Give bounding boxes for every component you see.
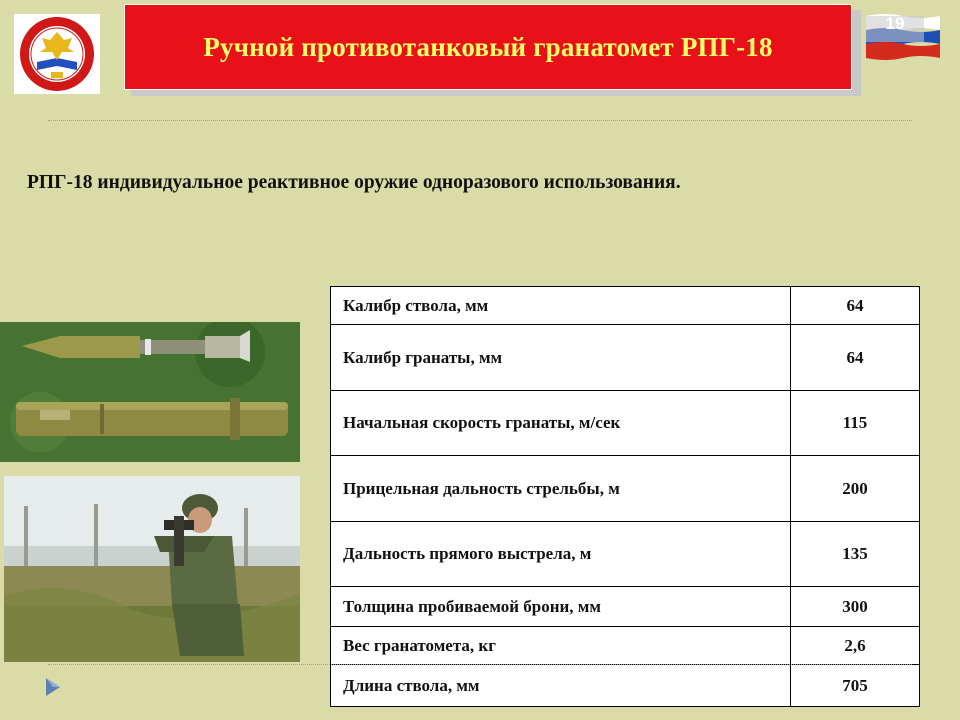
spec-label: Калибр ствола, мм — [331, 287, 791, 325]
separator-bottom — [48, 664, 912, 665]
separator-top — [48, 120, 912, 121]
table-row — [331, 456, 920, 522]
academy-emblem — [14, 14, 100, 94]
spec-value: 300 — [791, 587, 920, 627]
spec-value: 2,6 — [791, 627, 920, 665]
spec-label: Вес гранатомета, кг — [331, 627, 791, 665]
table-row — [331, 587, 920, 627]
table-row — [331, 391, 920, 456]
spec-label: Дальность прямого выстрела, м — [331, 522, 791, 587]
spec-value: 705 — [791, 665, 920, 707]
spec-label: Начальная скорость гранаты, м/сек — [331, 391, 791, 456]
spec-value: 200 — [791, 456, 920, 522]
spec-label: Толщина пробиваемой брони, мм — [331, 587, 791, 627]
table-row — [331, 522, 920, 587]
military-academy-emblem-icon — [14, 14, 100, 94]
rpg18-launcher-and-grenade-photo — [0, 322, 300, 462]
intro-text: РПГ-18 индивидуальное реактивное оружие одноразового использования. — [27, 172, 681, 193]
page-title: Ручной противотанковый гранатомет РПГ-18 — [203, 31, 773, 62]
spec-label: Калибр гранаты, мм — [331, 325, 791, 391]
spec-value: 115 — [791, 391, 920, 456]
spec-label: Прицельная дальность стрельбы, м — [331, 456, 791, 522]
spec-value: 64 — [791, 325, 920, 391]
title-banner — [124, 4, 852, 90]
table-row — [331, 287, 920, 325]
next-slide-button[interactable] — [44, 676, 62, 698]
table-row — [331, 665, 920, 707]
soldier-aiming-rpg-photo — [4, 476, 300, 662]
spec-value: 135 — [791, 522, 920, 587]
specs-table — [330, 286, 920, 707]
table-row — [331, 325, 920, 391]
play-arrow-icon — [44, 676, 62, 698]
table-row — [331, 627, 920, 665]
spec-label: Длина ствола, мм — [331, 665, 791, 707]
spec-value: 64 — [791, 287, 920, 325]
slide-number: 19 — [885, 14, 905, 33]
